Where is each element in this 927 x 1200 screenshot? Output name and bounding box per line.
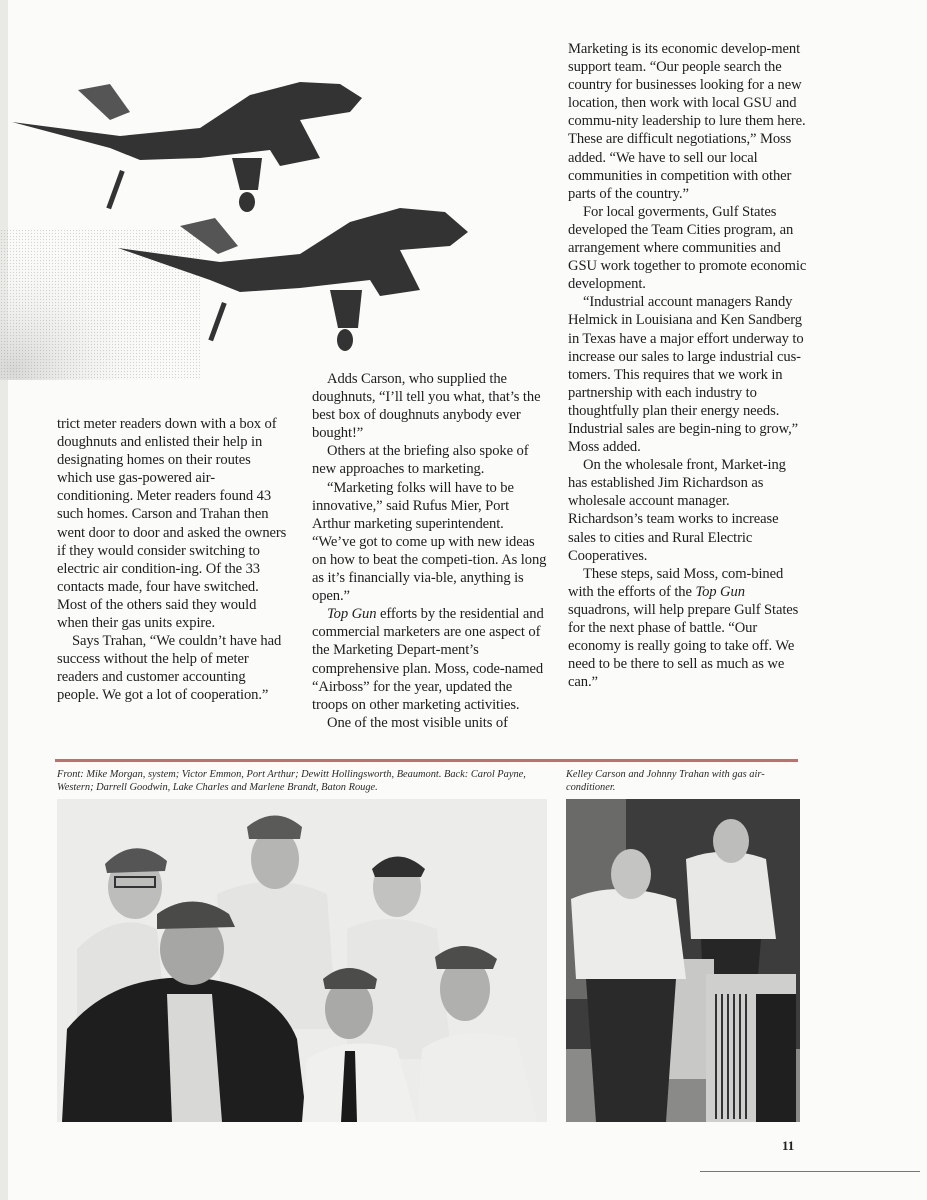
paragraph: Adds Carson, who supplied the doughnuts, “I’ll tell you what, that’s the best box of doughnuts anybody ever bought!” — [312, 371, 541, 442]
paragraph: On the wholesale front, Market-ing has established Jim Richardson as wholesale account manager. Richardson’s team works to increase sales to cities and Rural Electric Cooperatives. — [568, 457, 786, 564]
page-number: 11 — [782, 1138, 795, 1153]
ac-photo — [566, 799, 800, 1122]
ac-photo-caption: Kelley Carson and Johnny Trahan with gas air-conditioner. — [566, 769, 765, 793]
group-photo — [57, 799, 547, 1122]
divider-rule — [55, 759, 798, 762]
article-column-3 — [568, 40, 808, 691]
paragraph: “Marketing folks will have to be innovative,” said Rufus Mier, Port Arthur marketing superintendent. “We’ve got to come up with new ideas on how to beat the competi-tion. As long as it’s financially via-ble, anything is open.” — [312, 479, 547, 605]
paragraph: Marketing is its economic develop-ment support team. “Our people search the country for businesses looking for a new location, then work with local GSU and commu-nity leadership to lure them here. These are difficult negotiations,” Moss added. “We have to sell our local communities in competition with other parts of the country.” — [568, 41, 806, 202]
italic-title: Top Gun — [695, 583, 745, 600]
paragraph-text: efforts by the residential and commercial marketers are one aspect of the Marketing Depart-ment’s comprehensive plan. Moss, code-named “Airboss” for the year, updated the troops on other marketing activities. — [312, 606, 544, 713]
paragraph: trict meter readers down with a box of doughnuts and enlisted their help in designating homes on their routes which use gas-powered air-conditioning. Meter readers found 43 such homes. Carson and Trahan then went door to door and asked the owners if they would consider switching to electric air condition-ing. Of the 33 contacts made, four have switched. Most of the others said they would when their gas units expire. — [57, 416, 287, 632]
paragraph: Others at the briefing also spoke of new approaches to marketing. — [312, 443, 529, 478]
paragraph: Says Trahan, “We couldn’t have had success without the help of meter readers and customer accounting people. We got a lot of cooperation.” — [57, 633, 282, 704]
paragraph-text: squadrons, will help prepare Gulf States for the next phase of battle. “Our economy is really going to take off. We need to be there to sell as much as we can.” — [568, 601, 799, 691]
article-column-1 — [57, 415, 289, 705]
italic-title: Top Gun — [327, 606, 377, 623]
paragraph-text: These steps, said Moss, com-bined with the efforts of the — [568, 565, 784, 600]
group-photo-caption: Front: Mike Morgan, system; Victor Emmon, Port Arthur; Dewitt Hollingsworth, Beaumont. Back: Carol Payne, Western; Darrell Goodwin, Lake Charles and Marlene Brandt, Baton Rouge. — [57, 769, 526, 793]
paragraph: For local goverments, Gulf States developed the Team Cities program, an arrangement where communities and GSU work together to promote economic development. — [568, 203, 807, 293]
paragraph — [568, 565, 808, 692]
fighter-jets-photo — [0, 40, 510, 380]
footer-rule — [700, 1171, 920, 1172]
paragraph: “Industrial account managers Randy Helmick in Louisiana and Ken Sandberg in Texas have a major effort underway to increase our sales to large industrial cus-tomers. This requires that we work in partnership with each industry to thoughtfully plan their energy needs. Industrial sales are begin-ning to grow,” Moss added. — [568, 294, 804, 456]
article-column-2 — [312, 370, 548, 732]
paragraph — [312, 605, 548, 714]
paragraph: One of the most visible units of — [327, 714, 508, 731]
